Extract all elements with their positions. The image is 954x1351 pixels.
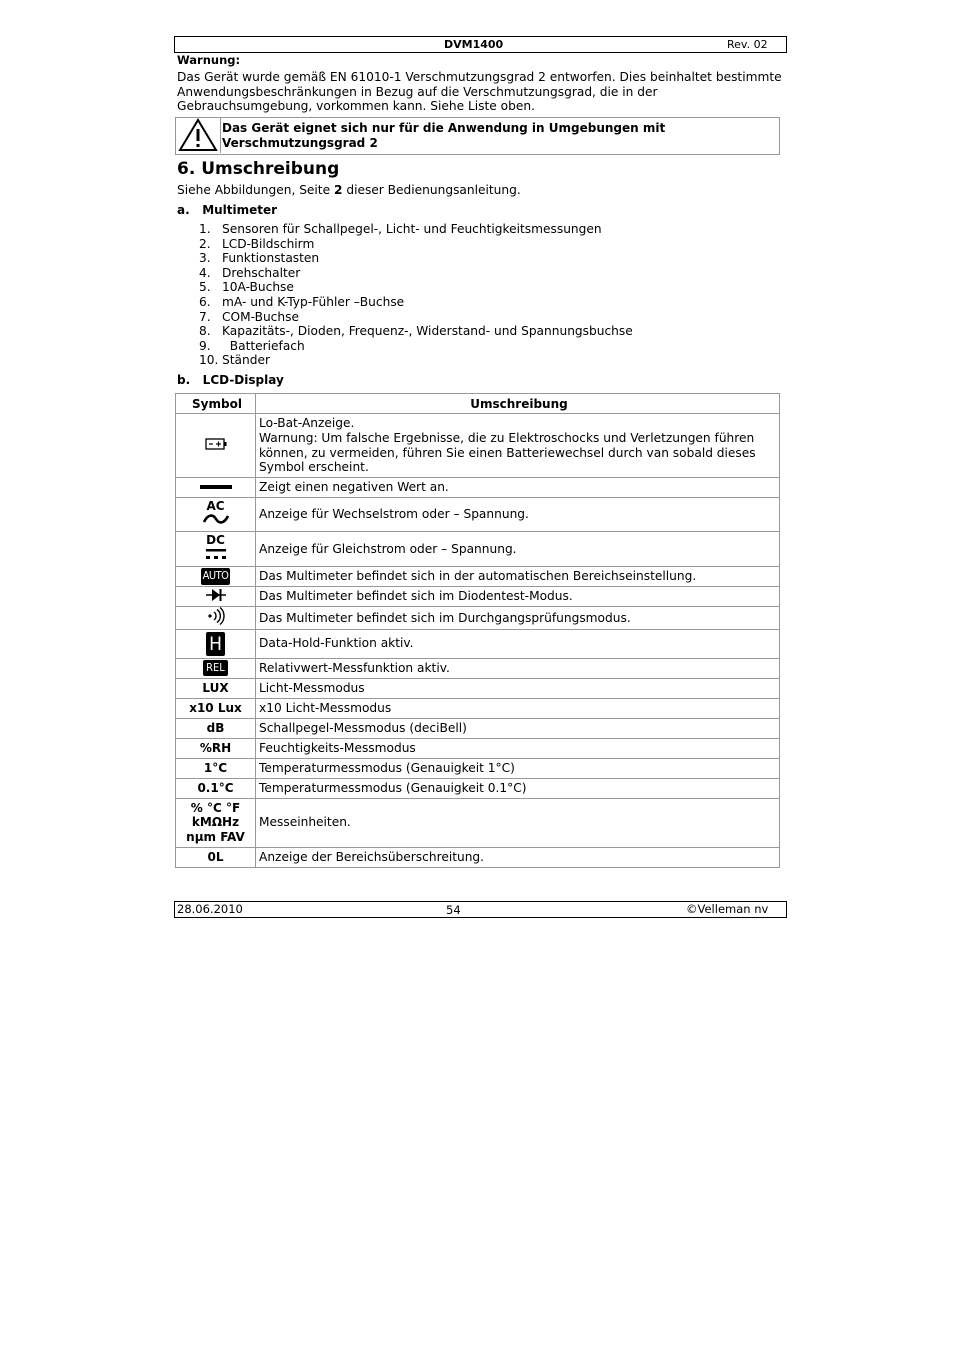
table-row [176, 498, 780, 532]
table-row [176, 778, 780, 798]
footer-date: 28.06.2010 [177, 902, 243, 916]
list-item: 3. Funktionstasten [199, 251, 320, 266]
table-row [176, 587, 780, 607]
auto-range-icon: AUTO [201, 568, 231, 585]
header-revision: Rev. 02 [727, 38, 768, 51]
description-cell: Schallpegel-Messmodus (deciBell) [256, 718, 780, 738]
list-item: 8. Kapazitäts-, Dioden, Frequenz-, Widerstand- und Spannungsbuchse [199, 324, 633, 339]
description-cell: Messeinheiten. [256, 798, 780, 847]
table-row [176, 678, 780, 698]
list-item: 6. mA- und K-Typ-Fühler –Buchse [199, 294, 405, 309]
section-title: 6. Umschreibung [177, 159, 340, 179]
table-row [176, 414, 780, 478]
table-row [176, 847, 780, 867]
hold-icon: H [206, 632, 225, 656]
table-row [176, 532, 780, 567]
description-cell: Temperaturmessmodus (Genauigkeit 1°C) [256, 758, 780, 778]
description-cell: Zeigt einen negativen Wert an. [256, 478, 780, 498]
column-header-description: Umschreibung [256, 394, 780, 414]
dc-icon: DC [176, 534, 255, 565]
footer-page-number: 54 [446, 903, 461, 917]
symbol-cell: 0L [176, 847, 256, 867]
section-intro: Siehe Abbildungen, Seite 2 dieser Bedienungsanleitung. [177, 183, 521, 197]
caution-icon [176, 117, 221, 153]
warning-text: Das Gerät wurde gemäß EN 61010-1 Verschmutzungsgrad 2 entworfen. Dies beinhaltet bestimmte Anwendungsbeschränkungen in Bezug auf die Verschmutzungsgrad, die in der Gebrauchsumgebung, vorkommen kann. Siehe Liste oben. [177, 70, 782, 114]
list-item: 2. LCD-Bildschirm [199, 236, 315, 251]
symbol-cell: 1°C [176, 758, 256, 778]
description-cell: Lo-Bat-Anzeige. Warnung: Um falsche Ergebnisse, die zu Elektroschocks und Verletzungen führen können, zu vermeiden, führen Sie einen Batteriewechsel durch van sobald dieses Symbol erscheint. [256, 414, 780, 478]
symbol-cell: dB [176, 718, 256, 738]
description-cell: Das Multimeter befindet sich in der automatischen Bereichseinstellung. [256, 567, 780, 587]
symbol-cell: LUX [176, 678, 256, 698]
description-cell: Licht-Messmodus [256, 678, 780, 698]
list-item: 10. Ständer [199, 353, 270, 368]
table-row [176, 718, 780, 738]
battery-icon [205, 440, 227, 454]
table-row [176, 658, 780, 678]
symbol-cell: 0.1°C [176, 778, 256, 798]
caution-text: Das Gerät eignet sich nur für die Anwendung in Umgebungen mit Verschmutzungsgrad 2 [222, 121, 666, 150]
subsection-lcd-display: b. LCD-Display [177, 373, 284, 387]
list-item: 7. COM-Buchse [199, 309, 299, 324]
description-cell: Anzeige für Wechselstrom oder – Spannung. [256, 498, 780, 532]
symbol-cell: %RH [176, 738, 256, 758]
table-header-row [176, 394, 780, 414]
symbol-cell: x10 Lux [176, 698, 256, 718]
column-header-symbol: Symbol [176, 394, 256, 414]
diode-icon [205, 591, 227, 605]
parts-list [199, 222, 633, 368]
description-cell: Feuchtigkeits-Messmodus [256, 738, 780, 758]
description-cell: Das Multimeter befindet sich im Durchgangsprüfungsmodus. [256, 607, 780, 630]
subsection-multimeter: a. Multimeter [177, 203, 278, 217]
ac-icon: AC [176, 500, 255, 529]
table-row [176, 629, 780, 658]
description-cell: x10 Licht-Messmodus [256, 698, 780, 718]
header-model: DVM1400 [444, 38, 504, 51]
symbol-cell: % °C °F kMΩHz nµm FAV [176, 798, 256, 847]
table-row [176, 758, 780, 778]
description-cell: Das Multimeter befindet sich im Diodentest-Modus. [256, 587, 780, 607]
rel-icon: REL [203, 660, 228, 677]
list-item: 4. Drehschalter [199, 265, 301, 280]
table-row [176, 698, 780, 718]
table-row [176, 607, 780, 630]
description-cell: Relativwert-Messfunktion aktiv. [256, 658, 780, 678]
warning-title: Warnung: [177, 53, 241, 67]
list-item: 9. Batteriefach [199, 338, 305, 353]
description-cell: Temperaturmessmodus (Genauigkeit 0.1°C) [256, 778, 780, 798]
footer-copyright: ©Velleman nv [686, 902, 769, 916]
description-cell: Anzeige für Gleichstrom oder – Spannung. [256, 532, 780, 567]
table-row [176, 738, 780, 758]
continuity-icon [206, 614, 226, 628]
table-row [176, 478, 780, 498]
table-row [176, 567, 780, 587]
lcd-symbol-table [175, 393, 780, 868]
list-item: 1. Sensoren für Schallpegel-, Licht- und Feuchtigkeitsmessungen [199, 222, 602, 236]
description-cell: Anzeige der Bereichsüberschreitung. [256, 847, 780, 867]
table-row [176, 798, 780, 847]
description-cell: Data-Hold-Funktion aktiv. [256, 629, 780, 658]
minus-icon [199, 480, 233, 494]
list-item: 5. 10A-Buchse [199, 280, 294, 295]
